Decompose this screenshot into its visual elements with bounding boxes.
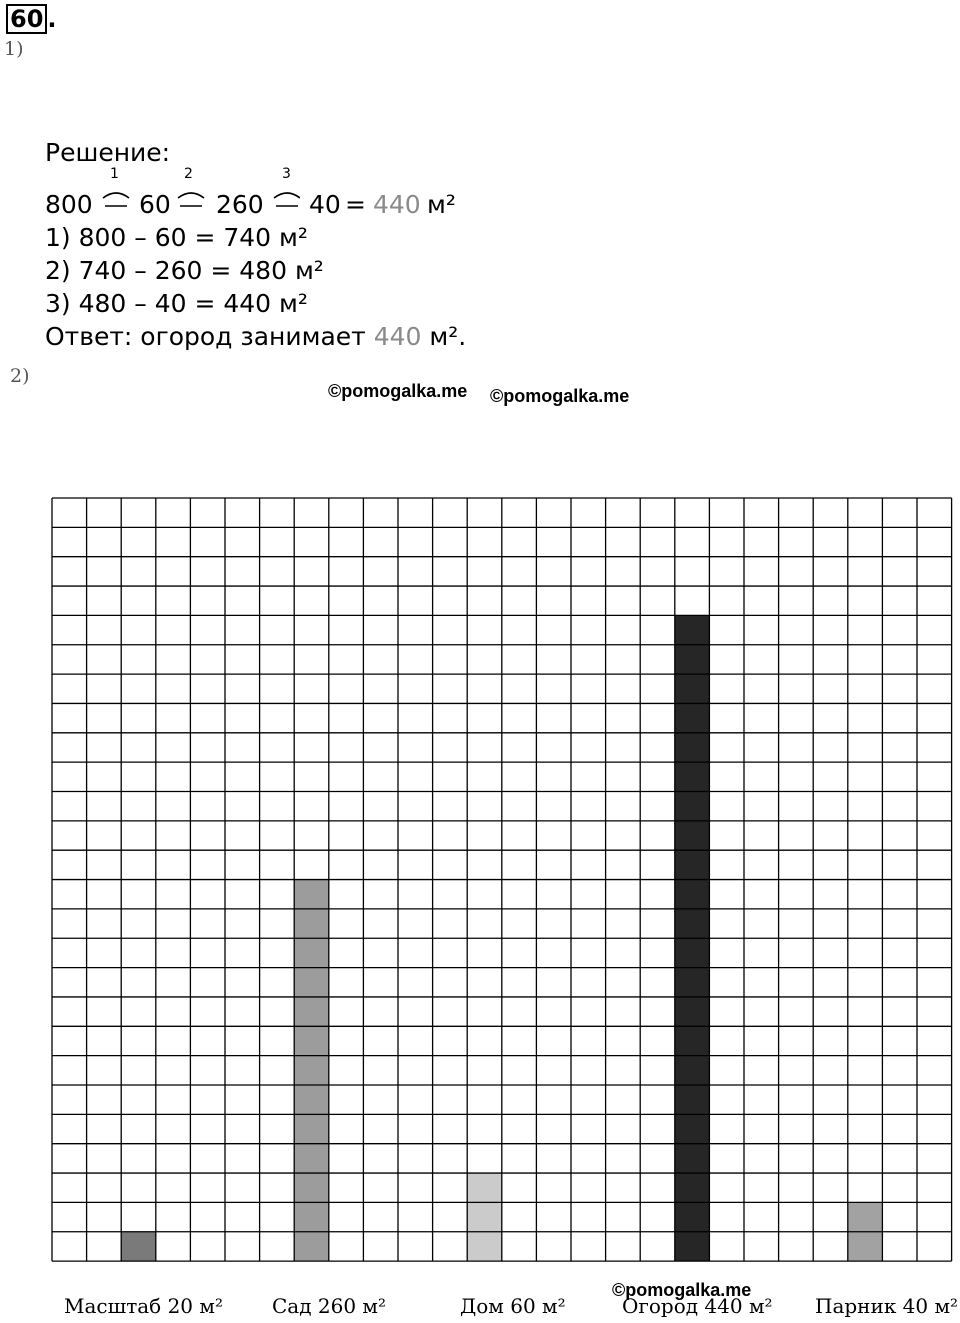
answer-value: 440	[373, 322, 422, 351]
part1-label: 1)	[4, 38, 24, 60]
part2-label: 2)	[10, 365, 30, 387]
watermark-1: ©pomogalka.me	[328, 381, 468, 401]
bar-3	[467, 1173, 502, 1261]
action-number-1: 1	[110, 166, 119, 182]
solution-step-2: 2) 740 – 260 = 480 м²	[45, 256, 324, 285]
watermark-2: ©pomogalka.me	[490, 386, 630, 406]
minus-arcs	[100, 186, 300, 216]
solution-answer	[45, 320, 466, 353]
minus-arc-1	[103, 193, 129, 206]
expr-equals: =	[345, 190, 366, 219]
expr-term-2: 60	[139, 190, 171, 219]
answer-prefix: Ответ: огород занимает	[45, 322, 366, 351]
expr-term-1: 800	[45, 190, 93, 219]
minus-arc-3	[274, 193, 300, 206]
category-label-5: Парник 40 м²	[815, 1294, 959, 1318]
solution-step-1: 1) 800 – 60 = 740 м²	[45, 223, 308, 252]
bar-chart	[0, 480, 960, 1280]
minus-arc-2	[178, 193, 204, 206]
action-number-2: 2	[184, 166, 193, 182]
solution-heading: Решение:	[45, 138, 171, 167]
category-label-3: Дом 60 м²	[460, 1294, 566, 1318]
category-label-4: Огород 440 м²	[622, 1294, 773, 1318]
category-label-1: Масштаб 20 м²	[64, 1294, 223, 1318]
expr-unit: м²	[427, 190, 456, 219]
chart-grid	[52, 498, 952, 1261]
expr-term-4: 40	[309, 190, 341, 219]
task-number-box: 60	[6, 4, 47, 34]
expr-result: 440	[373, 190, 421, 219]
bar-1	[121, 1232, 156, 1261]
solution-step-3: 3) 480 – 40 = 440 м²	[45, 289, 308, 318]
bar-2	[294, 880, 329, 1262]
expr-term-3: 260	[216, 190, 264, 219]
answer-suffix: м².	[429, 322, 467, 351]
watermark-3: ©pomogalka.me	[612, 1280, 752, 1300]
action-number-3: 3	[282, 166, 291, 182]
category-label-2: Сад 260 м²	[272, 1294, 387, 1318]
task-number: 60 .	[6, 4, 57, 34]
